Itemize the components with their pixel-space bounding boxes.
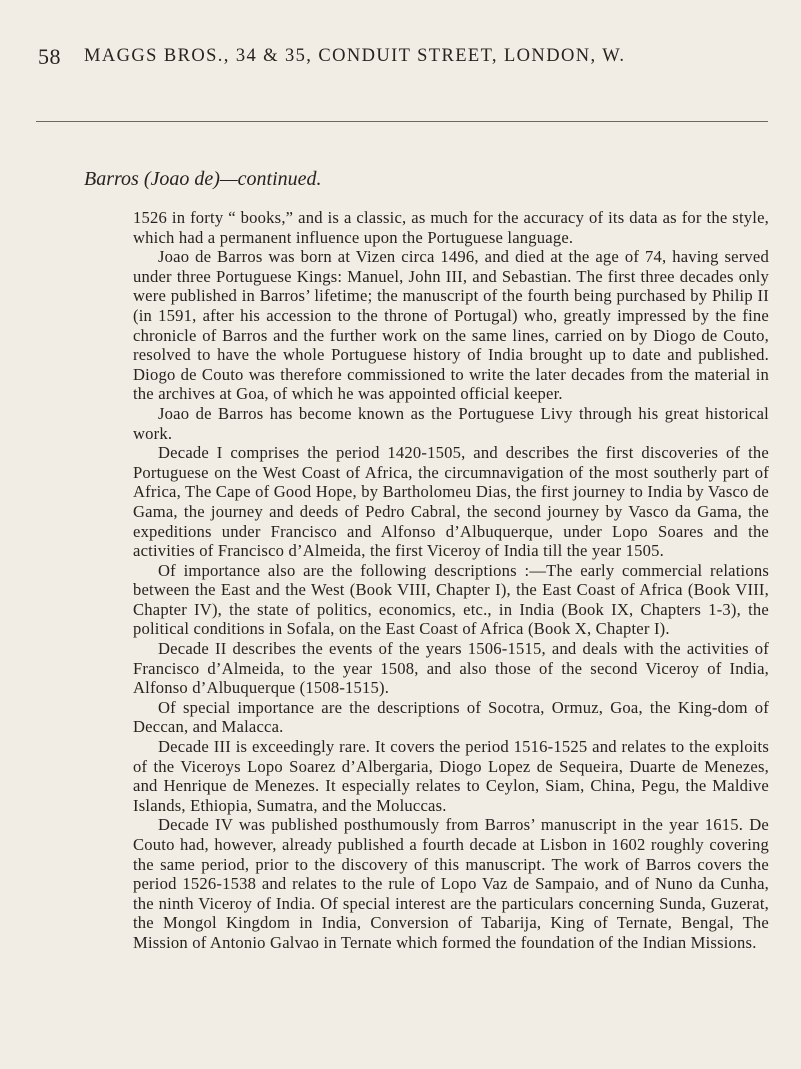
page-header — [38, 44, 768, 80]
paragraph-special-importance: Of special importance are the descriptions of Socotra, Ormuz, Goa, the King-dom of Deccan, and Malacca. — [133, 697, 769, 737]
paragraph-biography: Joao de Barros was born at Vizen circa 1496, and died at the age of 74, having served under three Portuguese Kings: Manuel, John III, and Sebastian. The first three decades only were published in Barros’ lifetime; the manuscript of the fourth being purchased by Philip II (in 1591, after his accession to the throne of Portugal) who, greatly impressed by the fine chronicle of Barros and the further work on the same lines, carried on by Diogo de Couto, resolved to have the whole Portuguese history of India brought up to date and published. Diogo de Couto was therefore commissioned to write the later decades from the material in the archives at Goa, of which he was appointed official keeper. — [133, 247, 769, 404]
entry-heading: Barros (Joao de)—continued. — [84, 168, 322, 190]
paragraph-decade-2: Decade II describes the events of the years 1506-1515, and deals with the activities of Francisco d’Almeida, to the year 1508, and also those of the second Viceroy of India, Alfonso d’Albuquerque (1508-1515). — [133, 639, 769, 698]
paragraph-decade-4: Decade IV was published posthumously from Barros’ manuscript in the year 1615. De Couto had, however, already published a fourth decade at Lisbon in 1602 roughly covering the same period, prior to the discovery of this manuscript. The work of Barros covers the period 1526-1538 and relates to the rule of Lopo Vaz de Sampaio, and of Nuno da Cunha, the ninth Viceroy of India. Of special interest are the particulars concerning Sunda, Guzerat, the Mongol Kingdom in India, Conversion of Tabarija, King of Ternate, Bengal, The Mission of Antonio Galvao in Ternate which formed the foundation of the Indian Missions. — [133, 815, 769, 952]
paragraph-livy: Joao de Barros has become known as the Portuguese Livy through his great historical work. — [133, 403, 769, 443]
page-number: 58 — [38, 44, 61, 69]
header-rule — [36, 121, 768, 122]
paragraph-decade-1: Decade I comprises the period 1420-1505, and describes the first discoveries of the Portuguese on the West Coast of Africa, the circumnavigation of the most southerly part of Africa, The Cape of Good Hope, by Bartholomeu Dias, the first journey to India by Vasco de Gama, the journey and deeds of Pedro Cabral, the second journey by Vasco da Gama, the expeditions under Francisco and Alfonso d’Albuquerque, under Lopo Soares and the activities of Francisco d’Almeida, the first Viceroy of India till the year 1505. — [133, 443, 769, 561]
paragraph-descriptions: Of importance also are the following descriptions :—The early commercial relations between the East and the West (Book VIII, Chapter I), the East Coast of Africa (Book VIII, Chapter IV), the state of politics, economics, etc., in India (Book IX, Chapters 1-3), the political conditions in Sofala, on the East Coast of Africa (Book X, Chapter I). — [133, 560, 769, 639]
running-head: MAGGS BROS., 34 & 35, CONDUIT STREET, LONDON, W. — [84, 46, 626, 66]
paragraph-continuation: 1526 in forty “ books,” and is a classic, as much for the accuracy of its data as for the style, which had a permanent influence upon the Portuguese language. — [133, 208, 769, 247]
entry-body — [133, 208, 769, 953]
paragraph-decade-3: Decade III is exceedingly rare. It covers the period 1516-1525 and relates to the exploits of the Viceroys Lopo Soarez d’Albergaria, Diogo Lopez de Sequeira, Duarte de Menezes, and Henrique de Menezes. It especially relates to Ceylon, Siam, China, Pegu, the Maldive Islands, Ethiopia, Sumatra, and the Moluccas. — [133, 737, 769, 815]
